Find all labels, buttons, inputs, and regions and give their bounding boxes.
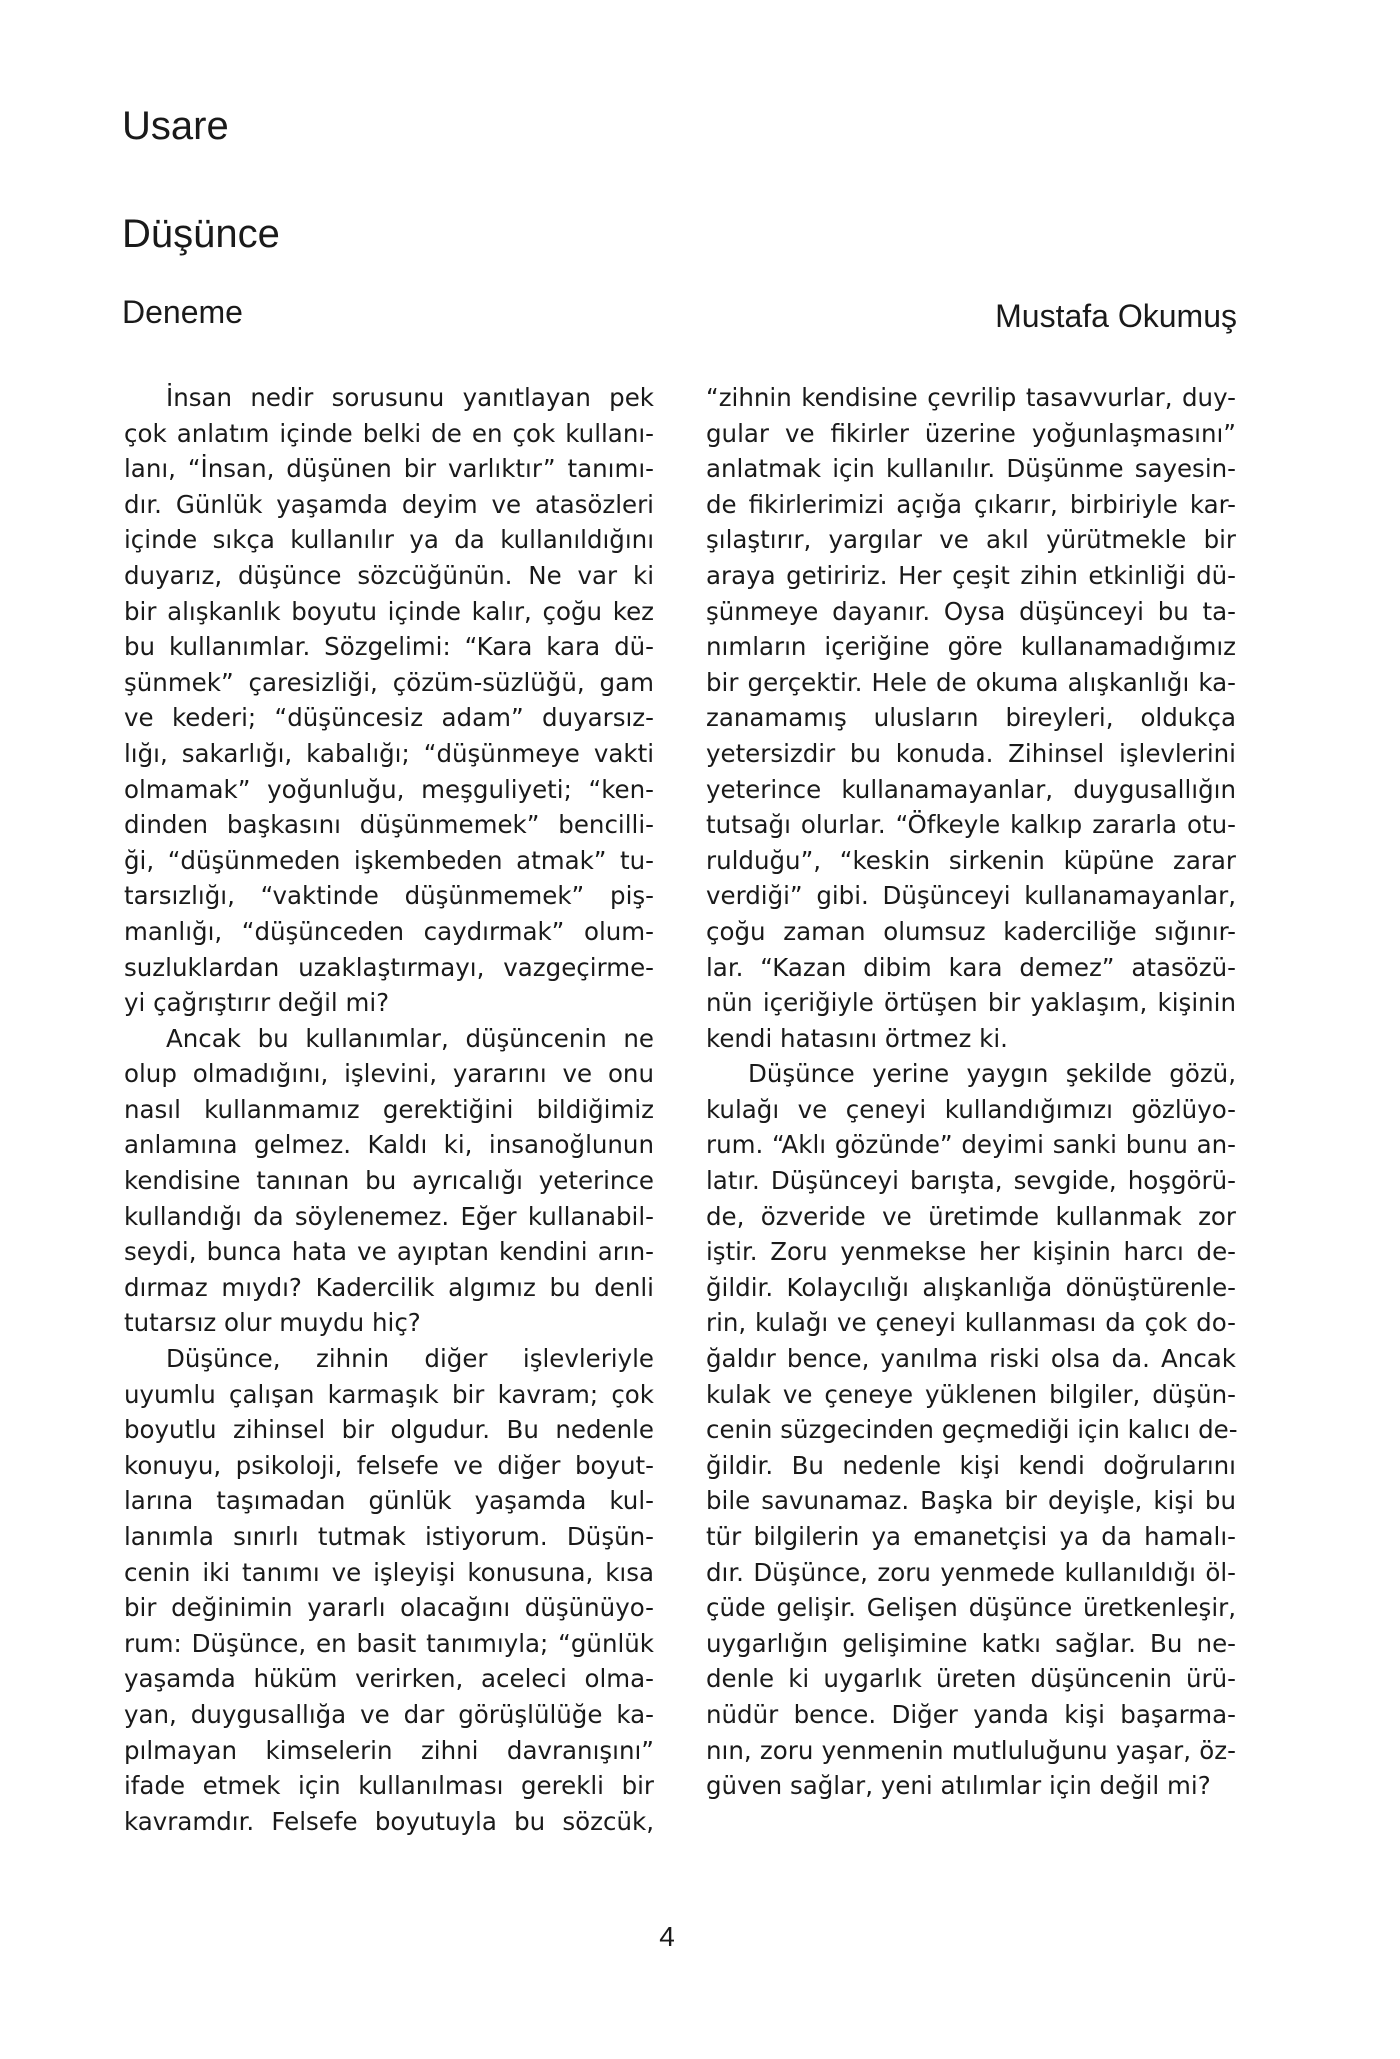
text-line: şünmeye dayanır. Oysa düşünceyi bu ta- [706,596,1236,626]
text-line: ifade etmek için kullanılması gerekli bir [124,1771,654,1801]
text-line: ğildir. Kolaycılığı alışkanlığa dönüştürenle- [706,1272,1236,1302]
article-author: Mustafa Okumuş [995,298,1237,334]
text-line: suzluklardan uzaklaştırmayı, vazgeçirme- [124,952,654,982]
text-line: olup olmadığını, işlevini, yararını ve onu [124,1059,654,1089]
text-line: yaşamda hüküm verirken, aceleci olma- [124,1664,654,1694]
text-line: yan, duygusallığa ve dar görüşlülüğe ka- [124,1699,654,1729]
text-line: dır. Düşünce, zoru yenmede kullanıldığı öl- [706,1557,1236,1587]
text-line: yeterince kullanamayanlar, duygusallığın [706,774,1236,804]
text-line: Ancak bu kullanımlar, düşüncenin ne [166,1023,654,1053]
text-line: olmamak” yoğunluğu, meşguliyeti; “ken- [124,774,654,804]
text-line: denle ki uygarlık üreten düşüncenin ürü- [706,1664,1236,1694]
text-line: rum. “Aklı gözünde” deyimi sanki bunu an- [706,1130,1236,1160]
page-number: 4 [659,1921,675,1952]
text-line: lanımla sınırlı tutmak istiyorum. Düşün- [124,1522,654,1551]
text-line: iştir. Zoru yenmekse her kişinin harcı de- [706,1237,1236,1267]
text-line: kulak ve çeneye yüklenen bilgiler, düşün- [706,1379,1236,1409]
text-line: çok anlatım içinde belki de en çok kullanı- [124,418,654,448]
text-line: şünmek” çaresizliği, çözüm-süzlüğü, gam [124,667,654,697]
text-line: cenin iki tanımı ve işleyişi konusuna, kısa [124,1557,654,1587]
text-line: Düşünce yerine yaygın şekilde gözü, [748,1059,1236,1089]
text-line: araya getiririz. Her çeşit zihin etkinliği dü- [706,560,1236,590]
text-line: tutarsız olur muydu hiç? [124,1308,421,1338]
text-line: “zihnin kendisine çevrilip tasavvurlar, duy- [706,383,1236,412]
text-line: nüdür bence. Diğer yanda kişi başarma- [706,1699,1236,1729]
text-line: lanı, “İnsan, düşünen bir varlıktır” tanımı- [124,454,654,484]
text-line: ği, “düşünmeden işkembeden atmak” tu- [124,845,654,875]
text-line: cenin süzgecinden geçmediği için kalıcı de- [706,1415,1238,1445]
text-line: bir değinimin yararlı olacağını düşünüyo- [124,1593,654,1623]
text-line: latır. Düşünceyi barışta, sevgide, hoşgörü- [706,1166,1236,1196]
text-line: tutsağı olurlar. “Öfkeyle kalkıp zararla otu- [706,810,1236,840]
text-line: Düşünce, zihnin diğer işlevleriyle [166,1344,654,1374]
text-line: bir gerçektir. Hele de okuma alışkanlığı ka- [706,667,1236,697]
text-line: seydi, bunca hata ve ayıptan kendini arın- [124,1237,654,1267]
text-line: bir alışkanlık boyutu içinde kalır, çoğu kez [124,596,654,626]
text-line: boyutlu zihinsel bir olgudur. Bu nedenle [124,1415,654,1445]
text-line: yi çağrıştırır değil mi? [124,988,390,1018]
text-line: verdiği” gibi. Düşünceyi kullanamayanlar, [706,881,1236,911]
article-genre: Deneme [122,294,243,330]
text-line: pılmayan kimselerin zihni davranışını” [124,1735,654,1765]
text-line: de fikirlerimizi açığa çıkarır, birbiriyle kar- [706,489,1236,519]
text-line: ğildir. Bu nedenle kişi kendi doğrularını [706,1450,1236,1480]
text-line: şılaştırır, yargılar ve akıl yürütmekle bir [706,525,1236,555]
text-line: bile savunamaz. Başka bir deyişle, kişi bu [706,1486,1236,1516]
text-line: ğaldır bence, yanılma riski olsa da. Ancak [706,1344,1236,1374]
text-line: nın, zoru yenmenin mutluluğunu yaşar, öz- [706,1735,1236,1765]
text-line: rum: Düşünce, en basit tanımıyla; “günlük [124,1628,654,1658]
text-line: lığı, sakarlığı, kabalığı; “düşünmeye vakti [124,738,654,768]
text-line: dinden başkasını düşünmemek” bencilli- [124,810,654,840]
text-line: rin, kulağı ve çeneyi kullanması da çok do- [706,1308,1236,1338]
text-line: kendisine tanınan bu ayrıcalığı yeterince [124,1166,654,1196]
text-line: anlamına gelmez. Kaldı ki, insanoğlunun [124,1130,654,1160]
text-line: nımların içeriğine göre kullanamadığımız [706,632,1236,662]
text-line: kullandığı da söylenemez. Eğer kullanabil- [124,1201,654,1231]
text-line: çoğu zaman olumsuz kaderciliğe sığınır- [706,916,1236,946]
article-title: Düşünce [122,212,280,256]
text-line: güven sağlar, yeni atılımlar için değil mi? [706,1771,1211,1801]
text-line: manlığı, “düşünceden caydırmak” olum- [124,916,654,946]
text-line: anlatmak için kullanılır. Düşünme sayesin- [706,454,1236,484]
text-line: dır. Günlük yaşamda deyim ve atasözleri [124,489,654,519]
text-line: lar. “Kazan dibim kara demez” atasözü- [706,952,1236,982]
text-line: bu kullanımlar. Sözgelimi: “Kara kara dü- [124,632,654,662]
text-line: çüde gelişir. Gelişen düşünce üretkenleşir, [706,1593,1236,1623]
text-line: nasıl kullanmamız gerektiğini bildiğimiz [124,1094,654,1124]
left-text-column [124,380,654,1839]
text-line: larına taşımadan günlük yaşamda kul- [124,1486,654,1516]
text-line: gular ve fikirler üzerine yoğunlaşmasını” [706,418,1236,448]
text-line: ve kederi; “düşüncesiz adam” duyarsız- [124,703,654,733]
text-line: rulduğu”, “keskin sirkenin küpüne zarar [706,845,1236,875]
text-line: tarsızlığı, “vaktinde düşünmemek” piş- [124,881,654,911]
text-line: içinde sıkça kullanılır ya da kullanıldığını [124,525,654,555]
text-line: kavramdır. Felsefe boyutuyla bu sözcük, [124,1806,654,1836]
text-line: tür bilgilerin ya emanetçisi ya da hamalı- [706,1522,1236,1551]
text-line: zanamamış ulusların bireyleri, oldukça [706,703,1236,733]
text-line: uyumlu çalışan karmaşık bir kavram; çok [124,1379,654,1409]
text-line: yetersizdir bu konuda. Zihinsel işlevlerini [706,738,1236,768]
text-line: kendi hatasını örtmez ki. [706,1023,1008,1053]
text-line: duyarız, düşünce sözcüğünün. Ne var ki [124,560,654,590]
text-line: nün içeriğiyle örtüşen bir yaklaşım, kişinin [706,988,1236,1018]
text-line: de, özveride ve üretimde kullanmak zor [706,1201,1236,1231]
text-line: konuyu, psikoloji, felsefe ve diğer boyut- [124,1450,654,1480]
text-line: İnsan nedir sorusunu yanıtlayan pek [166,383,654,412]
right-text-column [706,380,1236,1804]
text-line: kulağı ve çeneyi kullandığımızı gözlüyo- [706,1094,1236,1124]
text-line: uygarlığın gelişimine katkı sağlar. Bu ne- [706,1628,1236,1658]
magazine-name: Usare [122,104,229,148]
text-line: dırmaz mıydı? Kadercilik algımız bu denli [124,1272,654,1302]
